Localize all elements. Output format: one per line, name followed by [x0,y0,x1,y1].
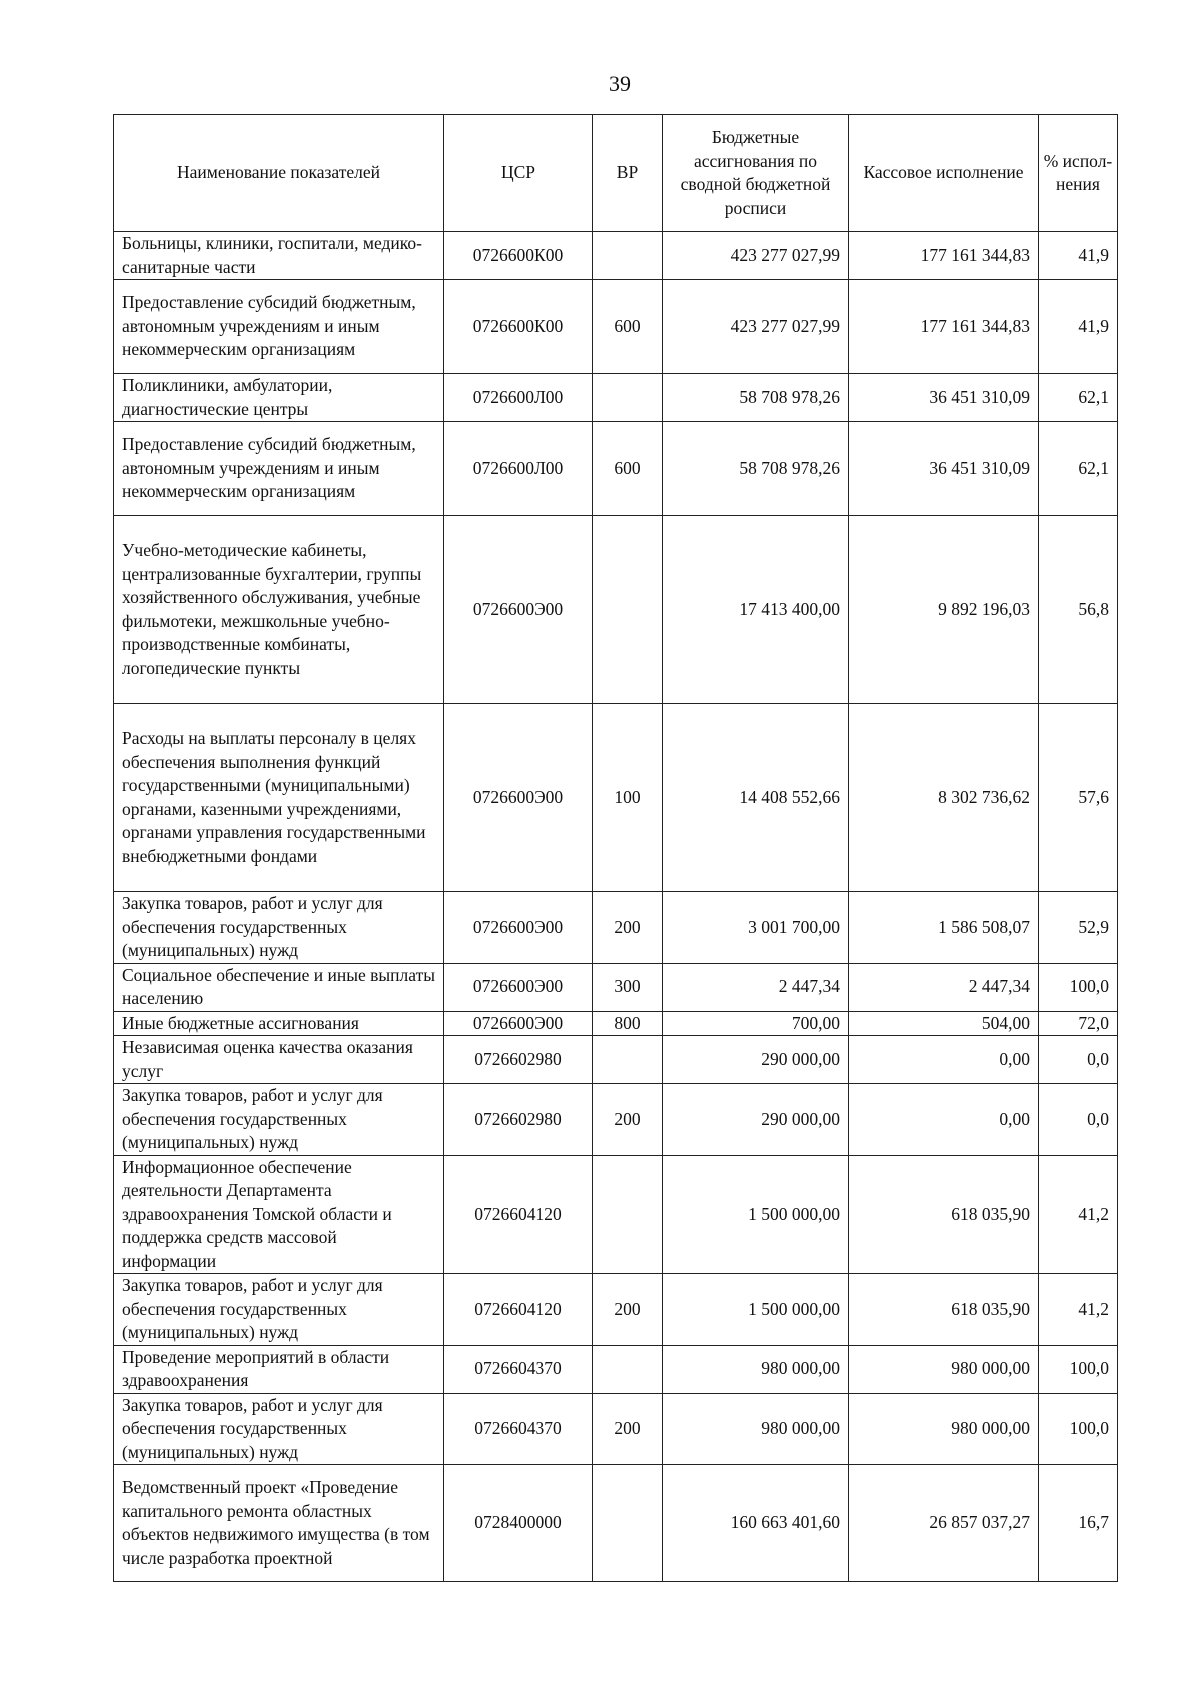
row-cash: 618 035,90 [849,1274,1039,1346]
row-percent: 16,7 [1039,1465,1118,1582]
table-row [114,1274,1118,1346]
header-name: Наименование показателей [114,115,444,232]
row-name: Проведение мероприятий в области здравоохранения [114,1345,444,1393]
row-budget: 14 408 552,66 [663,704,849,892]
table-row [114,422,1118,516]
row-csr: 0726604370 [444,1345,593,1393]
row-csr: 0726600Э00 [444,516,593,704]
table-row [114,280,1118,374]
row-vr: 600 [593,280,663,374]
row-percent: 100,0 [1039,963,1118,1011]
row-cash: 1 586 508,07 [849,892,1039,964]
row-csr: 0726602980 [444,1036,593,1084]
row-cash: 177 161 344,83 [849,280,1039,374]
header-budget: Бюджетные ассигнования по сводной бюджетной росписи [663,115,849,232]
row-budget: 58 708 978,26 [663,422,849,516]
row-budget: 980 000,00 [663,1345,849,1393]
row-csr: 0726600Э00 [444,963,593,1011]
table-row [114,232,1118,280]
row-name: Расходы на выплаты персоналу в целях обеспечения выполнения функций государственными (муниципальными) органами, казенными учреждениями, органами управления государственными внебюджетными фондами [114,704,444,892]
row-percent: 41,9 [1039,232,1118,280]
row-vr [593,1345,663,1393]
row-budget: 17 413 400,00 [663,516,849,704]
row-cash: 36 451 310,09 [849,422,1039,516]
row-csr: 0726600Л00 [444,374,593,422]
row-vr: 200 [593,1393,663,1465]
row-vr [593,1465,663,1582]
row-name: Ведомственный проект «Проведение капитального ремонта областных объектов недвижимого имущества (в том числе разработка проектной [114,1465,444,1582]
header-csr: ЦСР [444,115,593,232]
row-percent: 100,0 [1039,1345,1118,1393]
row-cash: 9 892 196,03 [849,516,1039,704]
row-name: Независимая оценка качества оказания услуг [114,1036,444,1084]
row-budget: 2 447,34 [663,963,849,1011]
row-name: Закупка товаров, работ и услуг для обеспечения государственных (муниципальных) нужд [114,1274,444,1346]
table-row [114,516,1118,704]
header-percent: % испол-нения [1039,115,1118,232]
row-name: Закупка товаров, работ и услуг для обеспечения государственных (муниципальных) нужд [114,892,444,964]
header-vr: ВР [593,115,663,232]
row-budget: 3 001 700,00 [663,892,849,964]
row-csr: 0726600Л00 [444,422,593,516]
row-name: Учебно-методические кабинеты, централизованные бухгалтерии, группы хозяйственного обслуживания, учебные фильмотеки, межшкольные учебно-производственные комбинаты, логопедические пункты [114,516,444,704]
row-csr: 0726604120 [444,1274,593,1346]
row-name: Поликлиники, амбулатории, диагностические центры [114,374,444,422]
row-vr: 100 [593,704,663,892]
row-vr: 600 [593,422,663,516]
row-vr: 200 [593,1084,663,1156]
row-budget: 980 000,00 [663,1393,849,1465]
page-number: 39 [609,71,631,96]
row-budget: 1 500 000,00 [663,1274,849,1346]
header-cash: Кассовое исполнение [849,115,1039,232]
row-name: Предоставление субсидий бюджетным, автономным учреждениям и иным некоммерческим организациям [114,422,444,516]
row-cash: 504,00 [849,1011,1039,1036]
row-cash: 8 302 736,62 [849,704,1039,892]
row-percent: 41,2 [1039,1155,1118,1274]
row-csr: 0726600Э00 [444,704,593,892]
table-row [114,1345,1118,1393]
row-csr: 0726600К00 [444,280,593,374]
row-name: Иные бюджетные ассигнования [114,1011,444,1036]
row-percent: 0,0 [1039,1036,1118,1084]
row-csr: 0726600Э00 [444,1011,593,1036]
row-percent: 72,0 [1039,1011,1118,1036]
row-percent: 62,1 [1039,422,1118,516]
row-budget: 58 708 978,26 [663,374,849,422]
table-row [114,1465,1118,1582]
row-csr: 0726604120 [444,1155,593,1274]
row-budget: 423 277 027,99 [663,280,849,374]
table-row [114,892,1118,964]
table-row [114,963,1118,1011]
row-csr: 0726602980 [444,1084,593,1156]
row-budget: 290 000,00 [663,1084,849,1156]
row-cash: 26 857 037,27 [849,1465,1039,1582]
row-vr [593,516,663,704]
row-name: Больницы, клиники, госпитали, медико-санитарные части [114,232,444,280]
row-cash: 618 035,90 [849,1155,1039,1274]
table-row [114,374,1118,422]
row-budget: 700,00 [663,1011,849,1036]
row-vr: 800 [593,1011,663,1036]
row-vr [593,1155,663,1274]
row-vr: 200 [593,892,663,964]
row-percent: 100,0 [1039,1393,1118,1465]
row-percent: 52,9 [1039,892,1118,964]
row-budget: 160 663 401,60 [663,1465,849,1582]
row-vr [593,232,663,280]
budget-execution-table [113,114,1118,1582]
row-percent: 57,6 [1039,704,1118,892]
row-name: Предоставление субсидий бюджетным, автономным учреждениям и иным некоммерческим организациям [114,280,444,374]
row-vr: 200 [593,1274,663,1346]
row-percent: 41,9 [1039,280,1118,374]
row-vr: 300 [593,963,663,1011]
row-name: Закупка товаров, работ и услуг для обеспечения государственных (муниципальных) нужд [114,1084,444,1156]
row-budget: 423 277 027,99 [663,232,849,280]
table-row [114,704,1118,892]
row-name: Информационное обеспечение деятельности Департамента здравоохранения Томской области и поддержка средств массовой информации [114,1155,444,1274]
row-budget: 1 500 000,00 [663,1155,849,1274]
row-name: Закупка товаров, работ и услуг для обеспечения государственных (муниципальных) нужд [114,1393,444,1465]
row-cash: 980 000,00 [849,1345,1039,1393]
row-cash: 2 447,34 [849,963,1039,1011]
row-percent: 56,8 [1039,516,1118,704]
table-header-row [114,115,1118,232]
row-vr [593,374,663,422]
row-budget: 290 000,00 [663,1036,849,1084]
row-cash: 0,00 [849,1036,1039,1084]
row-csr: 0728400000 [444,1465,593,1582]
row-percent: 62,1 [1039,374,1118,422]
table-row [114,1155,1118,1274]
row-cash: 36 451 310,09 [849,374,1039,422]
row-cash: 177 161 344,83 [849,232,1039,280]
table-row [114,1084,1118,1156]
table-row [114,1036,1118,1084]
row-percent: 0,0 [1039,1084,1118,1156]
table-row [114,1393,1118,1465]
row-vr [593,1036,663,1084]
row-cash: 980 000,00 [849,1393,1039,1465]
row-percent: 41,2 [1039,1274,1118,1346]
table-row [114,1011,1118,1036]
row-cash: 0,00 [849,1084,1039,1156]
row-csr: 0726600Э00 [444,892,593,964]
row-csr: 0726600К00 [444,232,593,280]
row-csr: 0726604370 [444,1393,593,1465]
row-name: Социальное обеспечение и иные выплаты населению [114,963,444,1011]
